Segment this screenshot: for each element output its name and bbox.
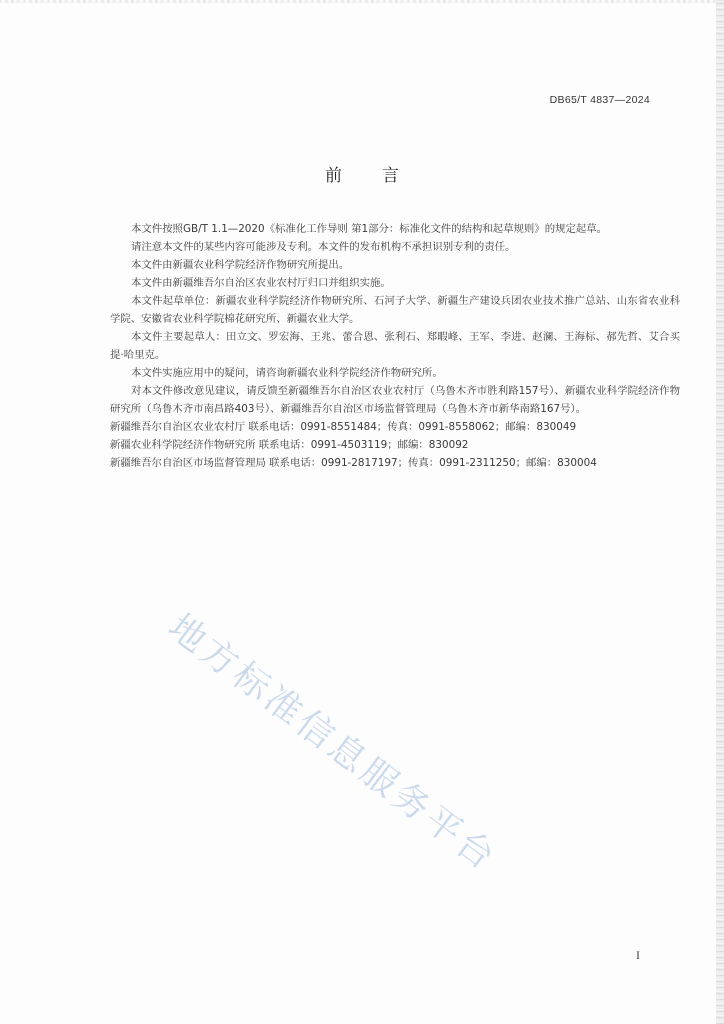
paragraph-drafting-units: 本文件起草单位：新疆农业科学院经济作物研究所、石河子大学、新疆生产建设兵团农业技术推广总站、山东省农业科学院、安徽省农业科学院棉花研究所、新疆农业大学。 [110,295,680,325]
contact-line-market-regulation: 新疆维吾尔自治区市场监督管理局 联系电话：0991-2817197；传真：0991-2311250；邮编：830004 [110,457,597,469]
title-part-2: 言 [382,166,399,186]
scan-artifact-top [0,0,724,3]
title-part-1: 前 [325,166,342,186]
watermark: 地方标准信息服务平台 [160,606,505,880]
paragraph-administrator: 本文件由新疆维吾尔自治区农业农村厅归口并组织实施。 [131,277,391,289]
page-title [0,161,724,186]
paragraph-patent-notice: 请注意本文件的某些内容可能涉及专利。本文件的发布机构不承担识别专利的责任。 [131,241,516,253]
paragraph-proposer: 本文件由新疆农业科学院经济作物研究所提出。 [131,259,350,271]
page-number: I [636,948,640,962]
contact-line-agriculture-department: 新疆维吾尔自治区农业农村厅 联系电话：0991-8551484；传真：0991-8558062；邮编：830049 [110,421,577,433]
foreword-body [110,220,680,472]
scan-artifact-edge [716,0,724,1024]
paragraph-drafting-rules: 本文件按照GB/T 1.1—2020《标准化工作导则 第1部分：标准化文件的结构和起草规则》的规定起草。 [131,223,608,235]
paragraph-inquiry: 本文件实施应用中的疑问，请咨询新疆农业科学院经济作物研究所。 [131,367,443,379]
contact-line-crop-institute: 新疆农业科学院经济作物研究所 联系电话：0991-4503119；邮编：830092 [110,439,469,451]
document-code: DB65/T 4837—2024 [549,94,650,106]
paragraph-drafters: 本文件主要起草人：田立文、罗宏海、王兆、蕾合恩、张利石、郑暇峰、王军、李进、赵澜、王海标、郝先哲、艾合买提·哈里克。 [110,331,680,361]
paragraph-feedback: 对本文件修改意见建议，请反馈至新疆维吾尔自治区农业农村厅（乌鲁木齐市胜利路157号）、新疆农业科学院经济作物研究所（乌鲁木齐市南昌路403号）、新疆维吾尔自治区市场监督管理局（乌鲁木齐市新华南路167号）。 [110,385,680,415]
